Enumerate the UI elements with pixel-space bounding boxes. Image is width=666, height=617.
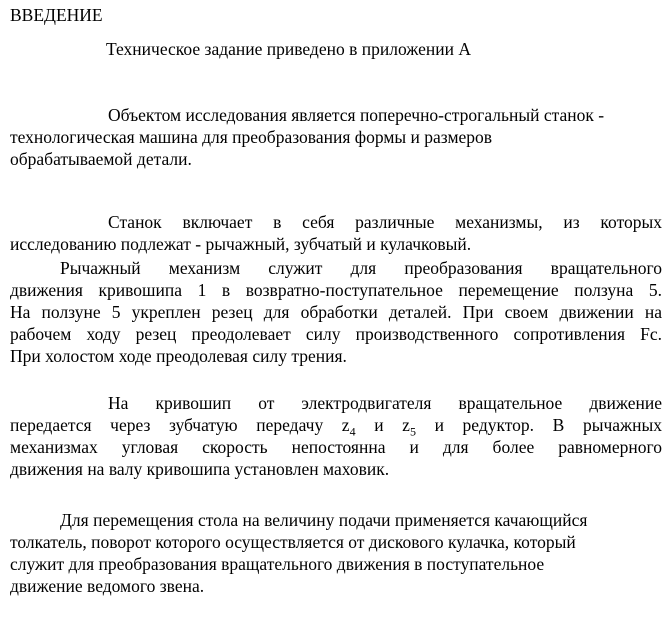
text-line: Для перемещения стола на величину подачи применяется качающийся	[60, 510, 588, 530]
text-line: движение ведомого звена.	[10, 576, 205, 596]
text-line: технологическая машина для преобразования формы и размеров	[10, 127, 493, 147]
subscript-z4: 4	[349, 424, 356, 436]
text-line: На ползуне 5 укреплен резец для обработки деталей. При своем движении на	[10, 302, 662, 322]
text-line: обрабатываемой детали.	[10, 149, 192, 169]
text-line: Объектом исследования является поперечно-строгальный станок -	[108, 105, 605, 125]
paragraph-cam-mechanism	[10, 509, 650, 597]
text-line: исследованию подлежат - рычажный, зубчатый и кулачковый.	[10, 234, 472, 254]
text-line: Рычажный механизм служит для преобразования вращательного	[60, 258, 662, 278]
text-fragment: и z	[355, 415, 410, 435]
section-heading: ВВЕДЕНИЕ	[10, 5, 103, 25]
paragraph-mechanisms	[10, 211, 662, 255]
text-line: толкатель, поворот которого осуществляется от дискового кулачка, который	[10, 532, 576, 552]
paragraph-object-of-study	[10, 104, 662, 170]
paragraph-gear-drive	[10, 392, 662, 480]
technical-assignment-note: Техническое задание приведено в приложении А	[106, 39, 471, 59]
text-line: При холостом ходе преодолевая силу трения.	[10, 346, 347, 366]
text-fragment: передается через зубчатую передачу z	[10, 415, 350, 435]
text-line: движения кривошипа 1 в возвратно-поступательное перемещение ползуна 5.	[10, 280, 662, 300]
text-fragment: и редуктор. В рычажных	[415, 415, 662, 435]
text-line: служит для преобразования вращательного движения в поступательное	[10, 554, 545, 574]
text-line: рабочем ходу резец преодолевает силу производственного сопротивления Fc.	[10, 324, 662, 344]
text-line: механизмах угловая скорость непостоянна и для более равномерного	[10, 437, 662, 457]
paragraph-lever-mechanism	[10, 257, 662, 367]
text-line: движения на валу кривошипа установлен маховик.	[10, 459, 390, 479]
subscript-z5: 5	[409, 424, 416, 436]
text-line: На кривошип от электродвигателя вращательное движение	[108, 393, 662, 413]
text-line: Станок включает в себя различные механизмы, из которых	[108, 212, 662, 232]
text-line-with-subscripts	[10, 414, 662, 436]
